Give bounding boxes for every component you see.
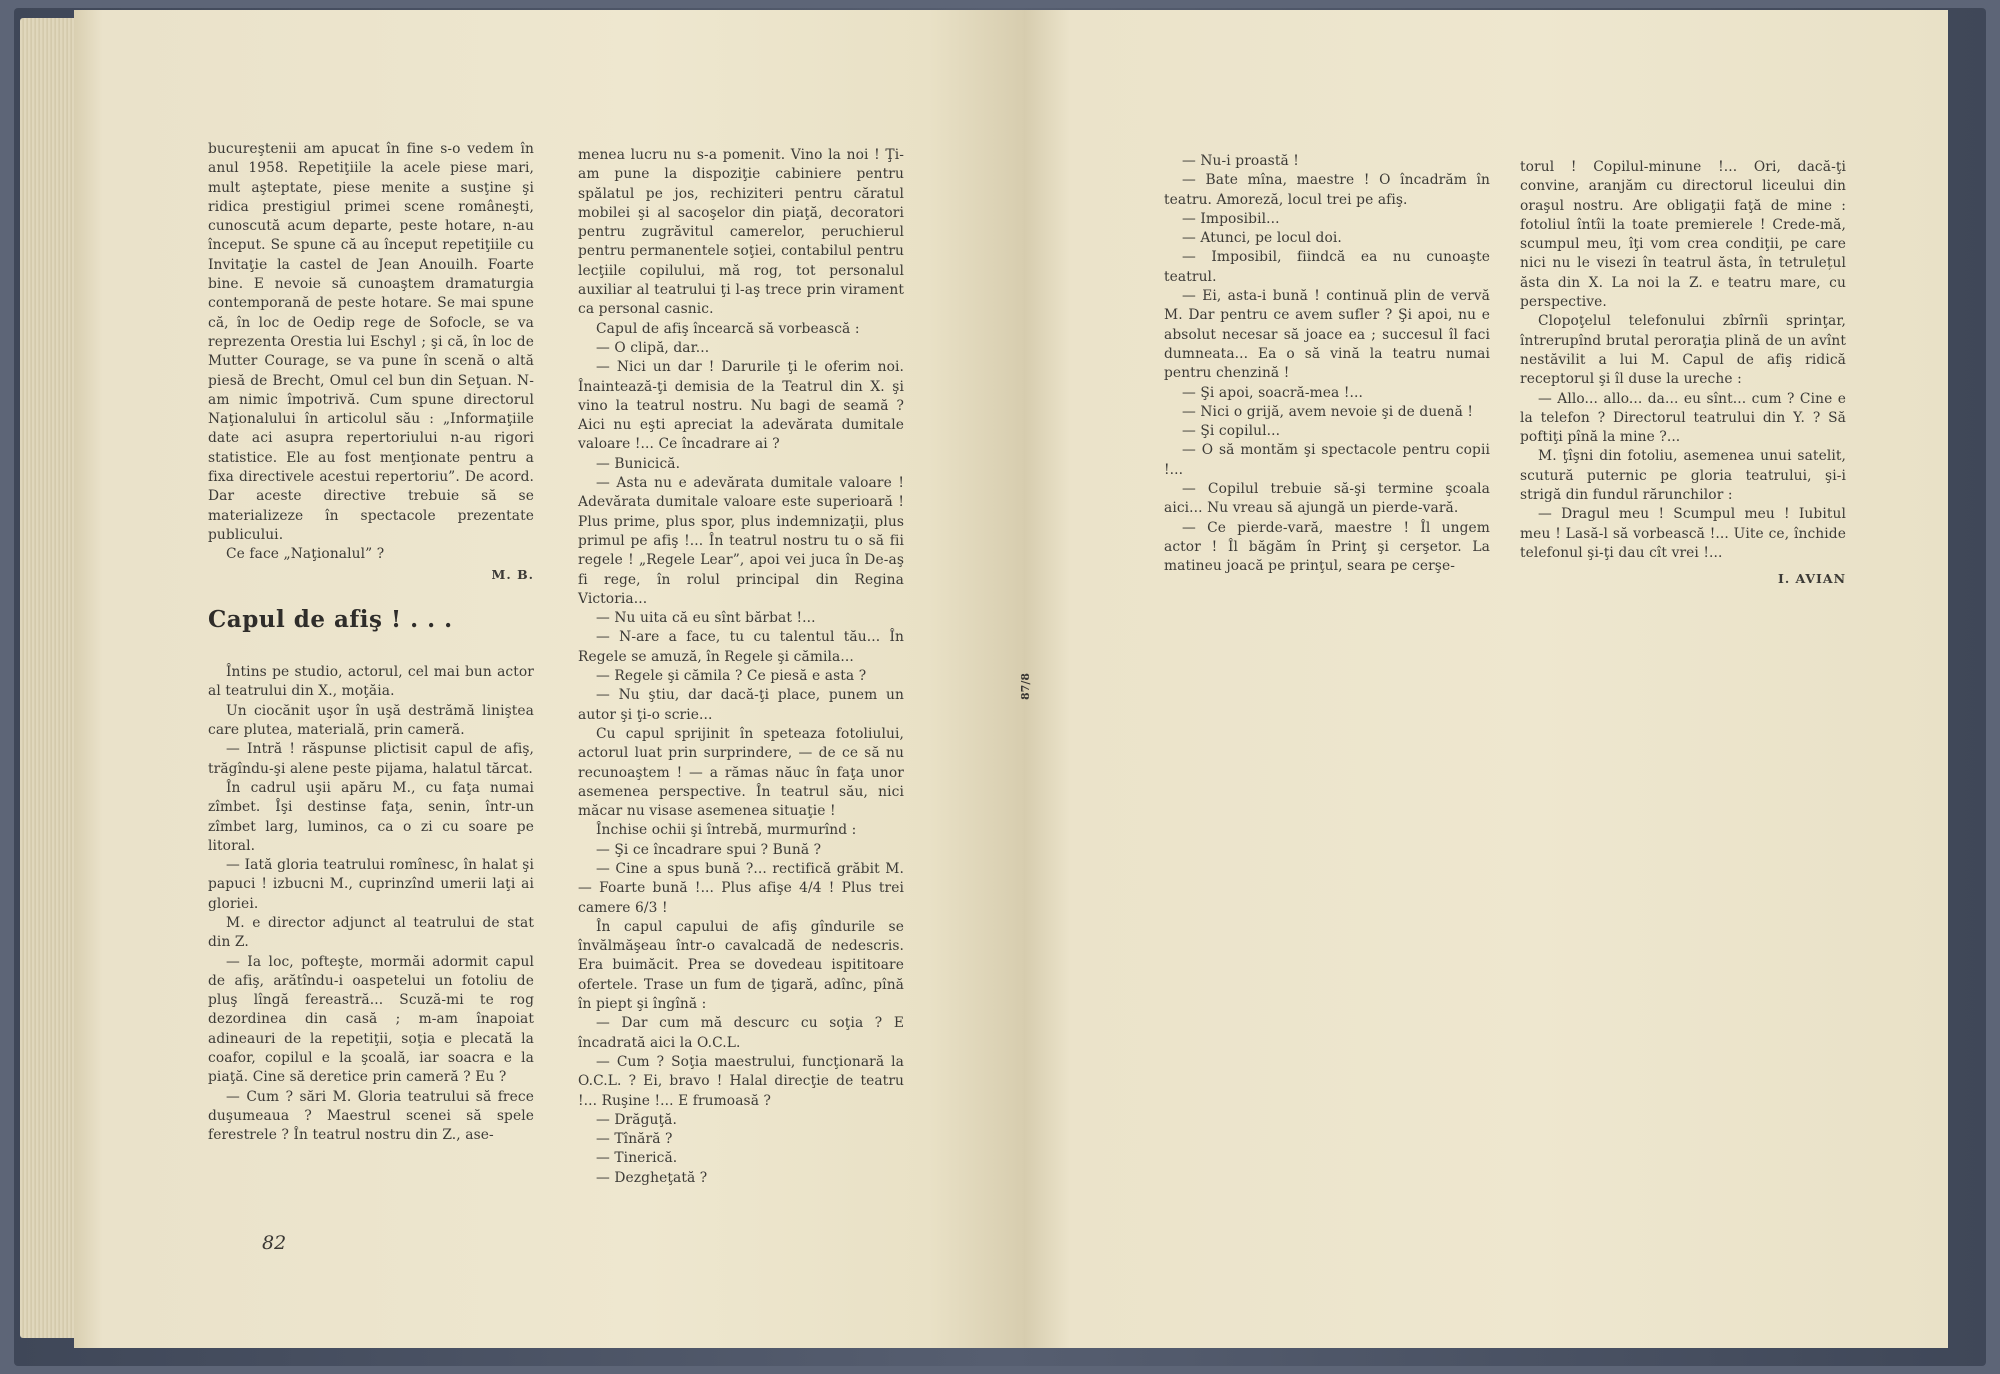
paragraph: — Bate mîna, maestre ! O încadrăm în teatru. Amoreză, locul trei pe afiş. [1164, 172, 1490, 208]
paragraph: — Cum ? sări M. Gloria teatrului să frece duşumeaua ? Maestrul scenei să spele ferestrele ? În teatrul nostru din Z., ase- [208, 1088, 534, 1144]
paragraph: Ce face „Naţionalul” ? [226, 546, 385, 563]
intro-text [208, 140, 534, 565]
paragraph: — Bunicică. [596, 455, 681, 472]
paragraph: În capul capului de afiş gîndurile se învălmăşeau într-o cavalcadă de nedescris. Era buimăcit. Prea se dovedeau ispititoare ofertele. Trase un fum de ţigară, adînc, pînă în piept şi îngînă : [578, 918, 904, 1013]
article-heading: Capul de afiş ! . . . [208, 605, 453, 633]
paragraph: — Imposibil, fiindcă ea nu cunoaşte teatrul. [1164, 249, 1490, 285]
paragraph: — Dragul meu ! Scumpul meu ! Iubitul meu ! Lasă-l să vorbească !... Uite ce, închide telefonul şi-ţi dau cît vrei !... [1520, 506, 1846, 561]
paragraph: — Allo... allo... da... eu sînt... cum ? Cine e la telefon ? Directorul teatrului din Y. ? Să poftiţi pînă la mine ?... [1520, 390, 1846, 446]
paragraph: — Iată gloria teatrului romînesc, în halat şi papuci ! izbucni M., cuprinzînd umerii laţi ai gloriei. [208, 857, 534, 912]
paragraph: — Dar cum mă descurc cu soţia ? E încadrată aici la O.C.L. [578, 1015, 904, 1051]
paragraph: Capul de afiş încearcă să vorbească : [596, 320, 860, 337]
page-block-edge [20, 18, 78, 1338]
paragraph: — Nu uita că eu sînt bărbat !... [596, 610, 816, 627]
signature-mb: M. B. [491, 566, 534, 582]
column-4 [1520, 158, 1846, 589]
dialogue-text [1164, 152, 1490, 577]
paragraph: — Imposibil... [1182, 210, 1280, 227]
paragraph: — Tinerică. [596, 1150, 678, 1167]
gutter-mark: 87/8 [1018, 673, 1032, 700]
paragraph: — Dezgheţată ? [596, 1169, 708, 1186]
paragraph: — Nu-i proastă ! [1182, 153, 1299, 169]
paragraph: — Regele şi cămila ? Ce piesă e asta ? [596, 668, 867, 685]
paragraph: — Intră ! răspunse plictisit capul de afiş, trăgîndu-şi alene peste pijama, halatul tărcat. [208, 741, 534, 777]
paragraph: — Ia loc, pofteşte, mormăi adormit capul de afiş, arătîndu-i oaspetelui un fotoliu de pluş lîngă fereastră... Scuză-mi te rog dezordinea din casă ; m-am înapoiat adineauri de la repetiţii, soţia e plecată la coafor, copilul e la şcoală, iar soacra e la piaţă. Cine să deretice prin cameră ? Eu ? [208, 953, 534, 1086]
column-1 [208, 140, 534, 1146]
paragraph: — Drăguţă. [596, 1111, 677, 1128]
paragraph: — Ce pierde-vară, maestre ! Îl ungem actor ! Îl băgăm în Prinţ şi cerşetor. La matineu joacă pe prinţul, seara pe cerşe- [1164, 519, 1490, 575]
page-number: 82 [262, 1232, 287, 1254]
paragraph: Închise ochii şi întrebă, murmurînd : [596, 822, 857, 839]
paragraph: — Şi copilul... [1182, 423, 1281, 440]
paragraph: Clopoţelul telefonului zbîrnîi sprinţar, întrerupînd brutal peroraţia plină de un avînt nestăvilit a lui M. Capul de afiş ridică receptorul şi îl duse la ureche : [1520, 313, 1846, 388]
paragraph: M. ţîşni din fotoliu, asemenea unui satelit, scutură puternic pe gloria teatrului, şi-i strigă din fundul rărunchilor : [1520, 448, 1846, 504]
paragraph: — Asta nu e adevărata dumitale valoare ! Adevărata dumitale valoare este superioară ! Plus prime, plus spor, plus indemnizaţii, plus primul pe afiş !... În teatrul nostru tu o să fii regele ! „Regele Lear”, apoi vei juca în De-aş fi rege, în rolul principal din Regina Victoria... [578, 475, 904, 607]
paragraph: — Atunci, pe locul doi. [1182, 230, 1342, 247]
story-text [208, 663, 534, 1145]
paragraph: bucureştenii am apucat în fine s-o vedem în anul 1958. Repetiţiile la acele piese mari, mult aşteptate, piese menite a susţine şi ridica prestigiul primei scene româneşti, cunoscută acum departe, peste hotare, n-au început. Se spune că au început repetiţiile cu Invitaţie la castel de Jean Anouilh. Foarte bine. E nevoie să cunoaştem dramaturgia contemporană de peste hotare. Se mai spune că, în loc de Oedip rege de Sofocle, se va reprezenta Orestia lui Eschyl ; şi că, în loc de Mutter Courage, se va pune în scenă o altă piesă de Brecht, Omul cel bun din Seţuan. N-am nimic împotrivă. Cum spune directorul Naţionalului în articolul său : „Informaţiile date aci asupra repertoriului n-au rigori statistice. Ele au fost menţionate pentru a fixa directivele acestui repertoriu”. De acord. Dar aceste directive trebuie să se materializeze în spectacole prezentate publicului. [208, 141, 534, 543]
story-text-continued [578, 146, 904, 1188]
paragraph: — Nu ştiu, dar dacă-ţi place, punem un autor şi ţi-o scrie... [578, 687, 904, 723]
paragraph: — O clipă, dar... [596, 339, 710, 356]
paragraph: — N-are a face, tu cu talentul tău... În Regele se amuză, în Regele şi cămila... [578, 629, 904, 665]
paragraph: — Nici o grijă, avem nevoie şi de duenă ! [1182, 403, 1474, 420]
paragraph: — Cum ? Soţia maestrului, funcţionară la O.C.L. ? Ei, bravo ! Halal direcţie de teatru !... Ruşine !... E frumoasă ? [578, 1053, 904, 1109]
paragraph: torul ! Copilul-minune !... Ori, dacă-ţi convine, aranjăm cu directorul liceului din oraşul nostru. Are obligaţii faţă de mine : fotoliul întîi la toate premierele ! Crede-mă, scumpul meu, îţi vom crea condiţii, pe care nici nu le visezi în teatrul ăsta, în tetrulețul ăsta din X. La noi la Z. e teatru mare, cu perspective. [1520, 159, 1846, 311]
column-3 [1164, 152, 1490, 577]
paragraph: menea lucru nu s-a pomenit. Vino la noi ! Ţi-am pune la dispoziţie cabiniere pentru spălatul pe jos, rechiziteri pentru căratul mobilei şi al sacoşelor din piaţă, decoratori pentru zugrăvitul camerelor, peruchierul pentru permanentele soţiei, contabilul pentru lecţiile copilului, mă rog, tot personalul auxiliar al teatrului ţi l-aş trece prin virament ca personal casnic. [578, 147, 904, 318]
column-2 [578, 146, 904, 1188]
signature-avian: I. AVIAN [1777, 571, 1846, 587]
paragraph: — Şi ce încadrare spui ? Bună ? [596, 841, 822, 858]
paragraph: — Cine a spus bună ?... rectifică grăbit M. — Foarte bună !... Plus afişe 4/4 ! Plus trei camere 6/3 ! [578, 860, 904, 916]
paragraph: — Nici un dar ! Darurile ţi le oferim noi. Înaintează-ţi demisia de la Teatrul din X. şi vino la teatrul nostru. Nu bagi de seamă ? Aici nu eşti apreciat la adevărata dumitale valoare !... Ce încadrare ai ? [578, 359, 904, 453]
paragraph: Cu capul sprijinit în speteaza fotoliului, actorul luat prin surprindere, — de ce să nu recunoaştem ! — a rămas năuc în faţa unor asemenea perspective. În teatrul său, nici măcar nu visase asemenea situaţie ! [578, 725, 904, 820]
paragraph: — Copilul trebuie să-şi termine şcoala aici... Nu vreau să ajungă un pierde-vară. [1164, 481, 1490, 517]
closing-text [1520, 158, 1846, 563]
paragraph: Întins pe studio, actorul, cel mai bun actor al teatrului din X., moţăia. [208, 664, 534, 700]
paragraph: — O să montăm şi spectacole pentru copii !... [1164, 442, 1490, 478]
right-page [1024, 10, 1948, 1348]
paragraph: M. e director adjunct al teatrului de stat din Z. [208, 914, 534, 951]
left-page [74, 10, 1024, 1348]
paragraph: Un ciocănit uşor în uşă destrămă liniştea care plutea, materială, prin cameră. [208, 702, 534, 739]
paragraph: — Şi apoi, soacră-mea !... [1182, 384, 1363, 401]
paragraph: — Ei, asta-i bună ! continuă plin de vervă M. Dar pentru ce avem sufler ? Şi apoi, nu e absolut necesar să joace ea ; succesul îl faci dumneata... Ea o să vină la teatru numai pentru chenzină ! [1164, 288, 1490, 382]
paragraph: În cadrul uşii apăru M., cu faţa numai zîmbet. Îşi destinse faţa, senin, într-un zîmbet larg, luminos, ca o zi cu soare pe litoral. [208, 779, 534, 854]
paragraph: — Tînără ? [596, 1131, 673, 1148]
